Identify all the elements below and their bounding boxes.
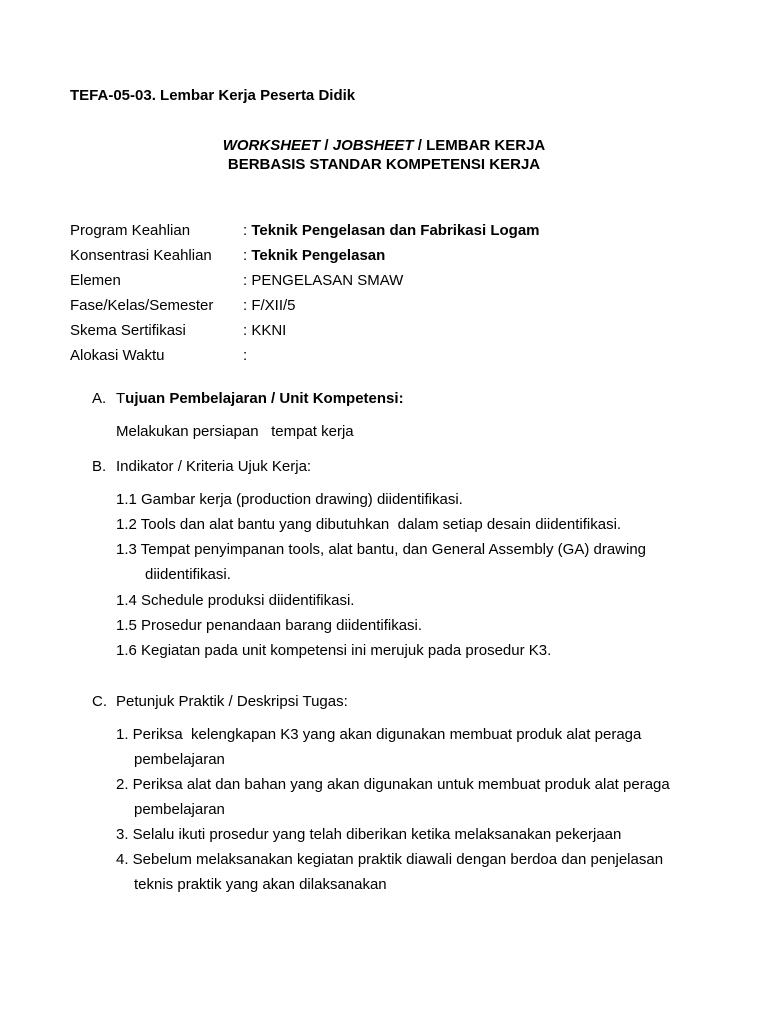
task-item: 2. Periksa alat dan bahan yang akan digunakan untuk membuat produk alat peraga — [116, 776, 670, 793]
document-code: TEFA-05-03. Lembar Kerja Peserta Didik — [70, 87, 356, 104]
title-worksheet: WORKSHEET — [222, 137, 321, 154]
title-jobsheet: JOBSHEET — [332, 137, 414, 154]
info-value-text: Teknik Pengelasan dan Fabrikasi Logam — [251, 222, 540, 239]
task-item-continuation: teknis praktik yang akan dilaksanakan — [134, 876, 387, 893]
info-label-program: Program Keahlian — [70, 222, 191, 239]
info-colon: : — [243, 222, 252, 239]
info-colon: : — [243, 247, 252, 264]
section-a-heading-first: T — [116, 390, 126, 407]
section-b-heading: Indikator / Kriteria Ujuk Kerja: — [116, 458, 312, 475]
section-a-heading-rest: ujuan Pembelajaran / Unit Kompetensi: — [125, 390, 404, 407]
criteria-item: 1.4 Schedule produksi diidentifikasi. — [116, 592, 355, 609]
task-item: 1. Periksa kelengkapan K3 yang akan digunakan membuat produk alat peraga — [116, 726, 642, 743]
section-c-heading: Petunjuk Praktik / Deskripsi Tugas: — [116, 693, 348, 710]
info-value-text: F/XII/5 — [251, 297, 296, 314]
info-value-elemen — [243, 272, 403, 290]
info-value-text: PENGELASAN SMAW — [251, 272, 404, 289]
section-a-heading — [116, 390, 404, 408]
info-value-alokasi — [243, 347, 247, 365]
info-label-skema: Skema Sertifikasi — [70, 322, 186, 339]
task-item: 4. Sebelum melaksanakan kegiatan praktik diawali dengan berdoa dan penjelasan — [116, 851, 664, 868]
title-rest: / LEMBAR KERJA — [413, 137, 546, 154]
info-value-text: KKNI — [251, 322, 287, 339]
info-label-fase: Fase/Kelas/Semester — [70, 297, 214, 314]
info-label-konsentrasi: Konsentrasi Keahlian — [70, 247, 212, 264]
task-item-continuation: pembelajaran — [134, 751, 225, 768]
info-value-text: Teknik Pengelasan — [251, 247, 386, 264]
info-colon: : — [243, 347, 248, 364]
section-c-marker: C. — [92, 693, 107, 710]
info-colon: : — [243, 297, 252, 314]
title-line-1 — [0, 137, 768, 155]
section-a-body: Melakukan persiapan tempat kerja — [116, 423, 354, 440]
title-line-2: BERBASIS STANDAR KOMPETENSI KERJA — [227, 156, 541, 173]
info-value-fase — [243, 297, 296, 315]
info-value-skema — [243, 322, 286, 340]
title-sep: / — [320, 137, 333, 154]
info-colon: : — [243, 322, 252, 339]
section-a-marker: A. — [92, 390, 107, 407]
info-value-konsentrasi — [243, 247, 385, 265]
criteria-item-continuation: diidentifikasi. — [145, 566, 231, 583]
criteria-item: 1.2 Tools dan alat bantu yang dibutuhkan dalam setiap desain diidentifikasi. — [116, 516, 622, 533]
criteria-item: 1.6 Kegiatan pada unit kompetensi ini merujuk pada prosedur K3. — [116, 642, 552, 659]
info-colon: : — [243, 272, 252, 289]
task-item-continuation: pembelajaran — [134, 801, 225, 818]
criteria-item: 1.5 Prosedur penandaan barang diidentifikasi. — [116, 617, 423, 634]
criteria-item: 1.3 Tempat penyimpanan tools, alat bantu, dan General Assembly (GA) drawing — [116, 541, 647, 558]
criteria-item: 1.1 Gambar kerja (production drawing) diidentifikasi. — [116, 491, 463, 508]
info-label-elemen: Elemen — [70, 272, 121, 289]
task-item: 3. Selalu ikuti prosedur yang telah diberikan ketika melaksanakan pekerjaan — [116, 826, 622, 843]
section-b-marker: B. — [92, 458, 107, 475]
info-value-program — [243, 222, 540, 240]
info-label-alokasi: Alokasi Waktu — [70, 347, 165, 364]
